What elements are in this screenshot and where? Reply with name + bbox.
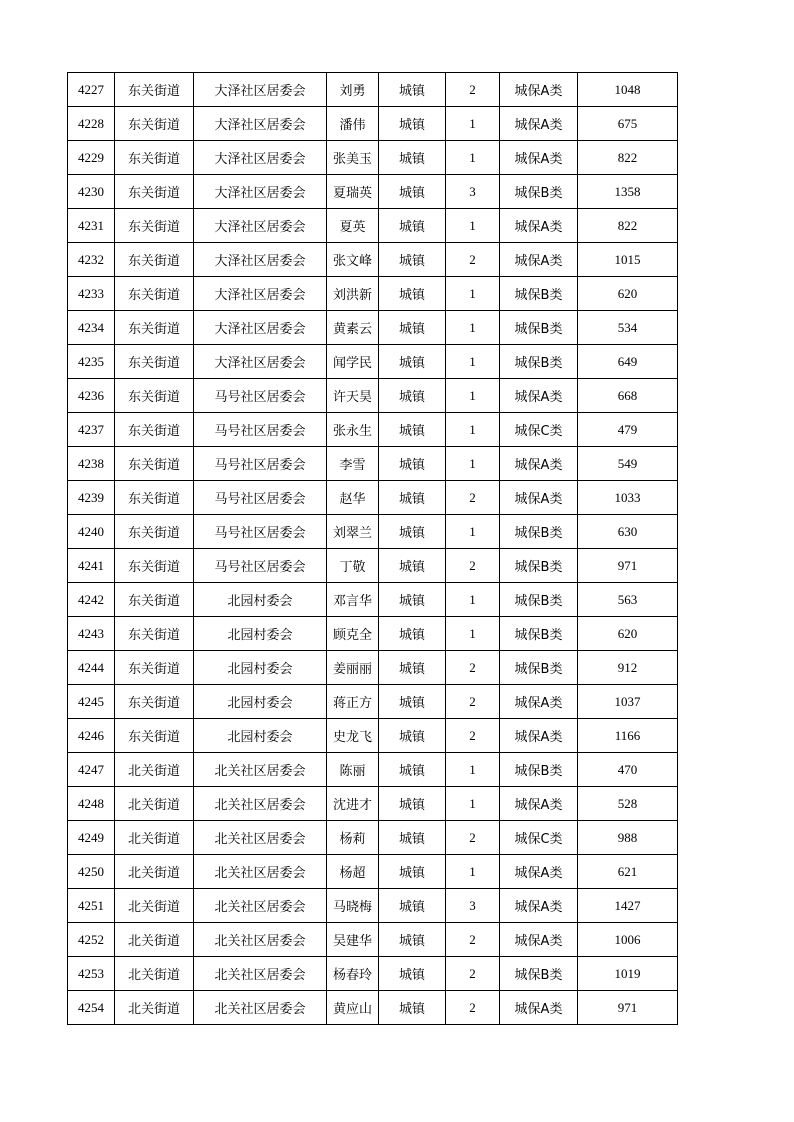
name-cell: 陈丽	[327, 753, 379, 787]
household-size-cell: 1	[446, 141, 500, 175]
name-cell: 刘勇	[327, 73, 379, 107]
table-row	[68, 209, 678, 243]
table-row	[68, 141, 678, 175]
name-cell: 刘翠兰	[327, 515, 379, 549]
community-cell: 北园村委会	[194, 617, 327, 651]
community-cell: 大泽社区居委会	[194, 209, 327, 243]
amount-cell: 1037	[578, 685, 678, 719]
serial-number-cell: 4228	[68, 107, 115, 141]
community-cell: 北园村委会	[194, 583, 327, 617]
insurance-category-cell: 城保B类	[500, 345, 578, 379]
serial-number-cell: 4234	[68, 311, 115, 345]
subdistrict-cell: 东关街道	[115, 175, 194, 209]
insurance-category-cell: 城保C类	[500, 413, 578, 447]
community-cell: 大泽社区居委会	[194, 175, 327, 209]
household-type-cell: 城镇	[379, 107, 446, 141]
household-size-cell: 1	[446, 209, 500, 243]
household-type-cell: 城镇	[379, 549, 446, 583]
name-cell: 杨超	[327, 855, 379, 889]
insurance-category-cell: 城保B类	[500, 617, 578, 651]
name-cell: 邓言华	[327, 583, 379, 617]
subdistrict-cell: 东关街道	[115, 243, 194, 277]
table-row	[68, 583, 678, 617]
name-cell: 马晓梅	[327, 889, 379, 923]
household-size-cell: 1	[446, 413, 500, 447]
amount-cell: 1427	[578, 889, 678, 923]
subdistrict-cell: 东关街道	[115, 719, 194, 753]
table-row	[68, 311, 678, 345]
subdistrict-cell: 北关街道	[115, 787, 194, 821]
serial-number-cell: 4242	[68, 583, 115, 617]
amount-cell: 675	[578, 107, 678, 141]
amount-cell: 649	[578, 345, 678, 379]
household-type-cell: 城镇	[379, 957, 446, 991]
table-row	[68, 277, 678, 311]
name-cell: 潘伟	[327, 107, 379, 141]
table-row	[68, 617, 678, 651]
insurance-category-cell: 城保C类	[500, 821, 578, 855]
household-size-cell: 1	[446, 277, 500, 311]
household-type-cell: 城镇	[379, 583, 446, 617]
amount-cell: 1019	[578, 957, 678, 991]
insurance-category-cell: 城保A类	[500, 481, 578, 515]
amount-cell: 1033	[578, 481, 678, 515]
subdistrict-cell: 东关街道	[115, 379, 194, 413]
serial-number-cell: 4243	[68, 617, 115, 651]
amount-cell: 912	[578, 651, 678, 685]
subdistrict-cell: 东关街道	[115, 73, 194, 107]
community-cell: 北关社区居委会	[194, 787, 327, 821]
household-size-cell: 2	[446, 923, 500, 957]
community-cell: 北关社区居委会	[194, 753, 327, 787]
community-cell: 大泽社区居委会	[194, 141, 327, 175]
community-cell: 北关社区居委会	[194, 957, 327, 991]
amount-cell: 528	[578, 787, 678, 821]
household-size-cell: 1	[446, 345, 500, 379]
subdistrict-cell: 北关街道	[115, 821, 194, 855]
amount-cell: 620	[578, 277, 678, 311]
insurance-category-cell: 城保B类	[500, 515, 578, 549]
serial-number-cell: 4254	[68, 991, 115, 1025]
community-cell: 马号社区居委会	[194, 447, 327, 481]
household-size-cell: 2	[446, 481, 500, 515]
table-row	[68, 515, 678, 549]
household-size-cell: 1	[446, 107, 500, 141]
community-cell: 北关社区居委会	[194, 991, 327, 1025]
insurance-category-cell: 城保A类	[500, 209, 578, 243]
table-row	[68, 243, 678, 277]
insurance-category-cell: 城保A类	[500, 719, 578, 753]
table-row	[68, 651, 678, 685]
serial-number-cell: 4232	[68, 243, 115, 277]
name-cell: 许天昊	[327, 379, 379, 413]
amount-cell: 1006	[578, 923, 678, 957]
household-type-cell: 城镇	[379, 481, 446, 515]
household-type-cell: 城镇	[379, 175, 446, 209]
name-cell: 吴建华	[327, 923, 379, 957]
serial-number-cell: 4238	[68, 447, 115, 481]
name-cell: 杨莉	[327, 821, 379, 855]
serial-number-cell: 4248	[68, 787, 115, 821]
amount-cell: 971	[578, 991, 678, 1025]
insurance-category-cell: 城保A类	[500, 141, 578, 175]
serial-number-cell: 4230	[68, 175, 115, 209]
community-cell: 大泽社区居委会	[194, 345, 327, 379]
community-cell: 大泽社区居委会	[194, 107, 327, 141]
serial-number-cell: 4240	[68, 515, 115, 549]
household-size-cell: 2	[446, 821, 500, 855]
household-size-cell: 1	[446, 379, 500, 413]
subdistrict-cell: 东关街道	[115, 651, 194, 685]
household-type-cell: 城镇	[379, 73, 446, 107]
community-cell: 大泽社区居委会	[194, 73, 327, 107]
amount-cell: 1015	[578, 243, 678, 277]
table-row	[68, 481, 678, 515]
household-size-cell: 3	[446, 175, 500, 209]
insurance-category-cell: 城保A类	[500, 243, 578, 277]
name-cell: 赵华	[327, 481, 379, 515]
serial-number-cell: 4245	[68, 685, 115, 719]
table-row	[68, 991, 678, 1025]
name-cell: 张文峰	[327, 243, 379, 277]
roster-table	[67, 72, 678, 1025]
subdistrict-cell: 东关街道	[115, 481, 194, 515]
household-type-cell: 城镇	[379, 685, 446, 719]
household-type-cell: 城镇	[379, 515, 446, 549]
subdistrict-cell: 东关街道	[115, 447, 194, 481]
name-cell: 黄素云	[327, 311, 379, 345]
household-size-cell: 1	[446, 447, 500, 481]
amount-cell: 630	[578, 515, 678, 549]
serial-number-cell: 4244	[68, 651, 115, 685]
community-cell: 马号社区居委会	[194, 481, 327, 515]
serial-number-cell: 4239	[68, 481, 115, 515]
amount-cell: 822	[578, 209, 678, 243]
name-cell: 张永生	[327, 413, 379, 447]
amount-cell: 479	[578, 413, 678, 447]
serial-number-cell: 4235	[68, 345, 115, 379]
serial-number-cell: 4241	[68, 549, 115, 583]
household-type-cell: 城镇	[379, 345, 446, 379]
table-row	[68, 685, 678, 719]
amount-cell: 1358	[578, 175, 678, 209]
serial-number-cell: 4237	[68, 413, 115, 447]
household-type-cell: 城镇	[379, 787, 446, 821]
community-cell: 马号社区居委会	[194, 549, 327, 583]
name-cell: 杨春玲	[327, 957, 379, 991]
name-cell: 黄应山	[327, 991, 379, 1025]
name-cell: 丁敬	[327, 549, 379, 583]
household-size-cell: 2	[446, 685, 500, 719]
amount-cell: 620	[578, 617, 678, 651]
household-type-cell: 城镇	[379, 889, 446, 923]
serial-number-cell: 4251	[68, 889, 115, 923]
name-cell: 张美玉	[327, 141, 379, 175]
household-type-cell: 城镇	[379, 447, 446, 481]
name-cell: 蒋正方	[327, 685, 379, 719]
amount-cell: 563	[578, 583, 678, 617]
community-cell: 马号社区居委会	[194, 379, 327, 413]
amount-cell: 549	[578, 447, 678, 481]
household-size-cell: 3	[446, 889, 500, 923]
community-cell: 北关社区居委会	[194, 923, 327, 957]
insurance-category-cell: 城保B类	[500, 753, 578, 787]
insurance-category-cell: 城保A类	[500, 379, 578, 413]
community-cell: 马号社区居委会	[194, 413, 327, 447]
amount-cell: 534	[578, 311, 678, 345]
amount-cell: 822	[578, 141, 678, 175]
table-row	[68, 753, 678, 787]
household-type-cell: 城镇	[379, 311, 446, 345]
name-cell: 顾克全	[327, 617, 379, 651]
serial-number-cell: 4249	[68, 821, 115, 855]
table-row	[68, 107, 678, 141]
name-cell: 李雪	[327, 447, 379, 481]
insurance-category-cell: 城保B类	[500, 277, 578, 311]
name-cell: 史龙飞	[327, 719, 379, 753]
serial-number-cell: 4227	[68, 73, 115, 107]
table-row	[68, 73, 678, 107]
household-size-cell: 1	[446, 583, 500, 617]
household-type-cell: 城镇	[379, 379, 446, 413]
household-size-cell: 2	[446, 651, 500, 685]
insurance-category-cell: 城保A类	[500, 787, 578, 821]
serial-number-cell: 4246	[68, 719, 115, 753]
name-cell: 夏瑞英	[327, 175, 379, 209]
subdistrict-cell: 东关街道	[115, 107, 194, 141]
serial-number-cell: 4233	[68, 277, 115, 311]
subdistrict-cell: 东关街道	[115, 345, 194, 379]
household-size-cell: 1	[446, 787, 500, 821]
amount-cell: 971	[578, 549, 678, 583]
household-size-cell: 2	[446, 957, 500, 991]
insurance-category-cell: 城保A类	[500, 923, 578, 957]
community-cell: 大泽社区居委会	[194, 243, 327, 277]
household-size-cell: 2	[446, 991, 500, 1025]
insurance-category-cell: 城保B类	[500, 311, 578, 345]
community-cell: 北关社区居委会	[194, 855, 327, 889]
household-type-cell: 城镇	[379, 753, 446, 787]
household-size-cell: 2	[446, 243, 500, 277]
household-size-cell: 1	[446, 855, 500, 889]
table-row	[68, 447, 678, 481]
serial-number-cell: 4236	[68, 379, 115, 413]
household-type-cell: 城镇	[379, 617, 446, 651]
household-type-cell: 城镇	[379, 923, 446, 957]
subdistrict-cell: 东关街道	[115, 617, 194, 651]
insurance-category-cell: 城保B类	[500, 957, 578, 991]
household-type-cell: 城镇	[379, 855, 446, 889]
subdistrict-cell: 东关街道	[115, 141, 194, 175]
subdistrict-cell: 北关街道	[115, 753, 194, 787]
table-row	[68, 549, 678, 583]
table-row	[68, 719, 678, 753]
table-row	[68, 855, 678, 889]
table-row	[68, 345, 678, 379]
subdistrict-cell: 东关街道	[115, 685, 194, 719]
household-size-cell: 1	[446, 753, 500, 787]
insurance-category-cell: 城保A类	[500, 107, 578, 141]
subdistrict-cell: 东关街道	[115, 311, 194, 345]
insurance-category-cell: 城保A类	[500, 855, 578, 889]
subdistrict-cell: 东关街道	[115, 583, 194, 617]
household-size-cell: 2	[446, 549, 500, 583]
serial-number-cell: 4252	[68, 923, 115, 957]
amount-cell: 988	[578, 821, 678, 855]
name-cell: 沈进才	[327, 787, 379, 821]
table-row	[68, 821, 678, 855]
household-type-cell: 城镇	[379, 413, 446, 447]
community-cell: 大泽社区居委会	[194, 311, 327, 345]
name-cell: 夏英	[327, 209, 379, 243]
household-size-cell: 2	[446, 719, 500, 753]
amount-cell: 1166	[578, 719, 678, 753]
roster-body	[68, 73, 678, 1025]
serial-number-cell: 4229	[68, 141, 115, 175]
household-type-cell: 城镇	[379, 719, 446, 753]
household-type-cell: 城镇	[379, 243, 446, 277]
table-row	[68, 787, 678, 821]
household-type-cell: 城镇	[379, 209, 446, 243]
household-size-cell: 1	[446, 617, 500, 651]
serial-number-cell: 4231	[68, 209, 115, 243]
insurance-category-cell: 城保A类	[500, 447, 578, 481]
table-row	[68, 413, 678, 447]
insurance-category-cell: 城保A类	[500, 889, 578, 923]
household-type-cell: 城镇	[379, 277, 446, 311]
subdistrict-cell: 北关街道	[115, 957, 194, 991]
insurance-category-cell: 城保A类	[500, 73, 578, 107]
insurance-category-cell: 城保B类	[500, 175, 578, 209]
amount-cell: 1048	[578, 73, 678, 107]
amount-cell: 668	[578, 379, 678, 413]
subdistrict-cell: 北关街道	[115, 855, 194, 889]
household-size-cell: 1	[446, 311, 500, 345]
household-size-cell: 2	[446, 73, 500, 107]
insurance-category-cell: 城保B类	[500, 583, 578, 617]
subdistrict-cell: 北关街道	[115, 991, 194, 1025]
community-cell: 北园村委会	[194, 651, 327, 685]
community-cell: 北关社区居委会	[194, 889, 327, 923]
subdistrict-cell: 东关街道	[115, 549, 194, 583]
subdistrict-cell: 东关街道	[115, 209, 194, 243]
name-cell: 刘洪新	[327, 277, 379, 311]
household-type-cell: 城镇	[379, 821, 446, 855]
table-row	[68, 957, 678, 991]
community-cell: 北园村委会	[194, 685, 327, 719]
insurance-category-cell: 城保B类	[500, 651, 578, 685]
name-cell: 姜丽丽	[327, 651, 379, 685]
household-size-cell: 1	[446, 515, 500, 549]
subdistrict-cell: 东关街道	[115, 515, 194, 549]
household-type-cell: 城镇	[379, 991, 446, 1025]
household-type-cell: 城镇	[379, 651, 446, 685]
community-cell: 北关社区居委会	[194, 821, 327, 855]
community-cell: 大泽社区居委会	[194, 277, 327, 311]
serial-number-cell: 4250	[68, 855, 115, 889]
serial-number-cell: 4253	[68, 957, 115, 991]
table-row	[68, 889, 678, 923]
community-cell: 北园村委会	[194, 719, 327, 753]
insurance-category-cell: 城保A类	[500, 685, 578, 719]
insurance-category-cell: 城保B类	[500, 549, 578, 583]
table-row	[68, 379, 678, 413]
community-cell: 马号社区居委会	[194, 515, 327, 549]
subdistrict-cell: 北关街道	[115, 923, 194, 957]
serial-number-cell: 4247	[68, 753, 115, 787]
insurance-category-cell: 城保A类	[500, 991, 578, 1025]
subdistrict-cell: 北关街道	[115, 889, 194, 923]
subdistrict-cell: 东关街道	[115, 277, 194, 311]
subdistrict-cell: 东关街道	[115, 413, 194, 447]
amount-cell: 621	[578, 855, 678, 889]
household-type-cell: 城镇	[379, 141, 446, 175]
table-row	[68, 175, 678, 209]
name-cell: 闻学民	[327, 345, 379, 379]
table-row	[68, 923, 678, 957]
amount-cell: 470	[578, 753, 678, 787]
